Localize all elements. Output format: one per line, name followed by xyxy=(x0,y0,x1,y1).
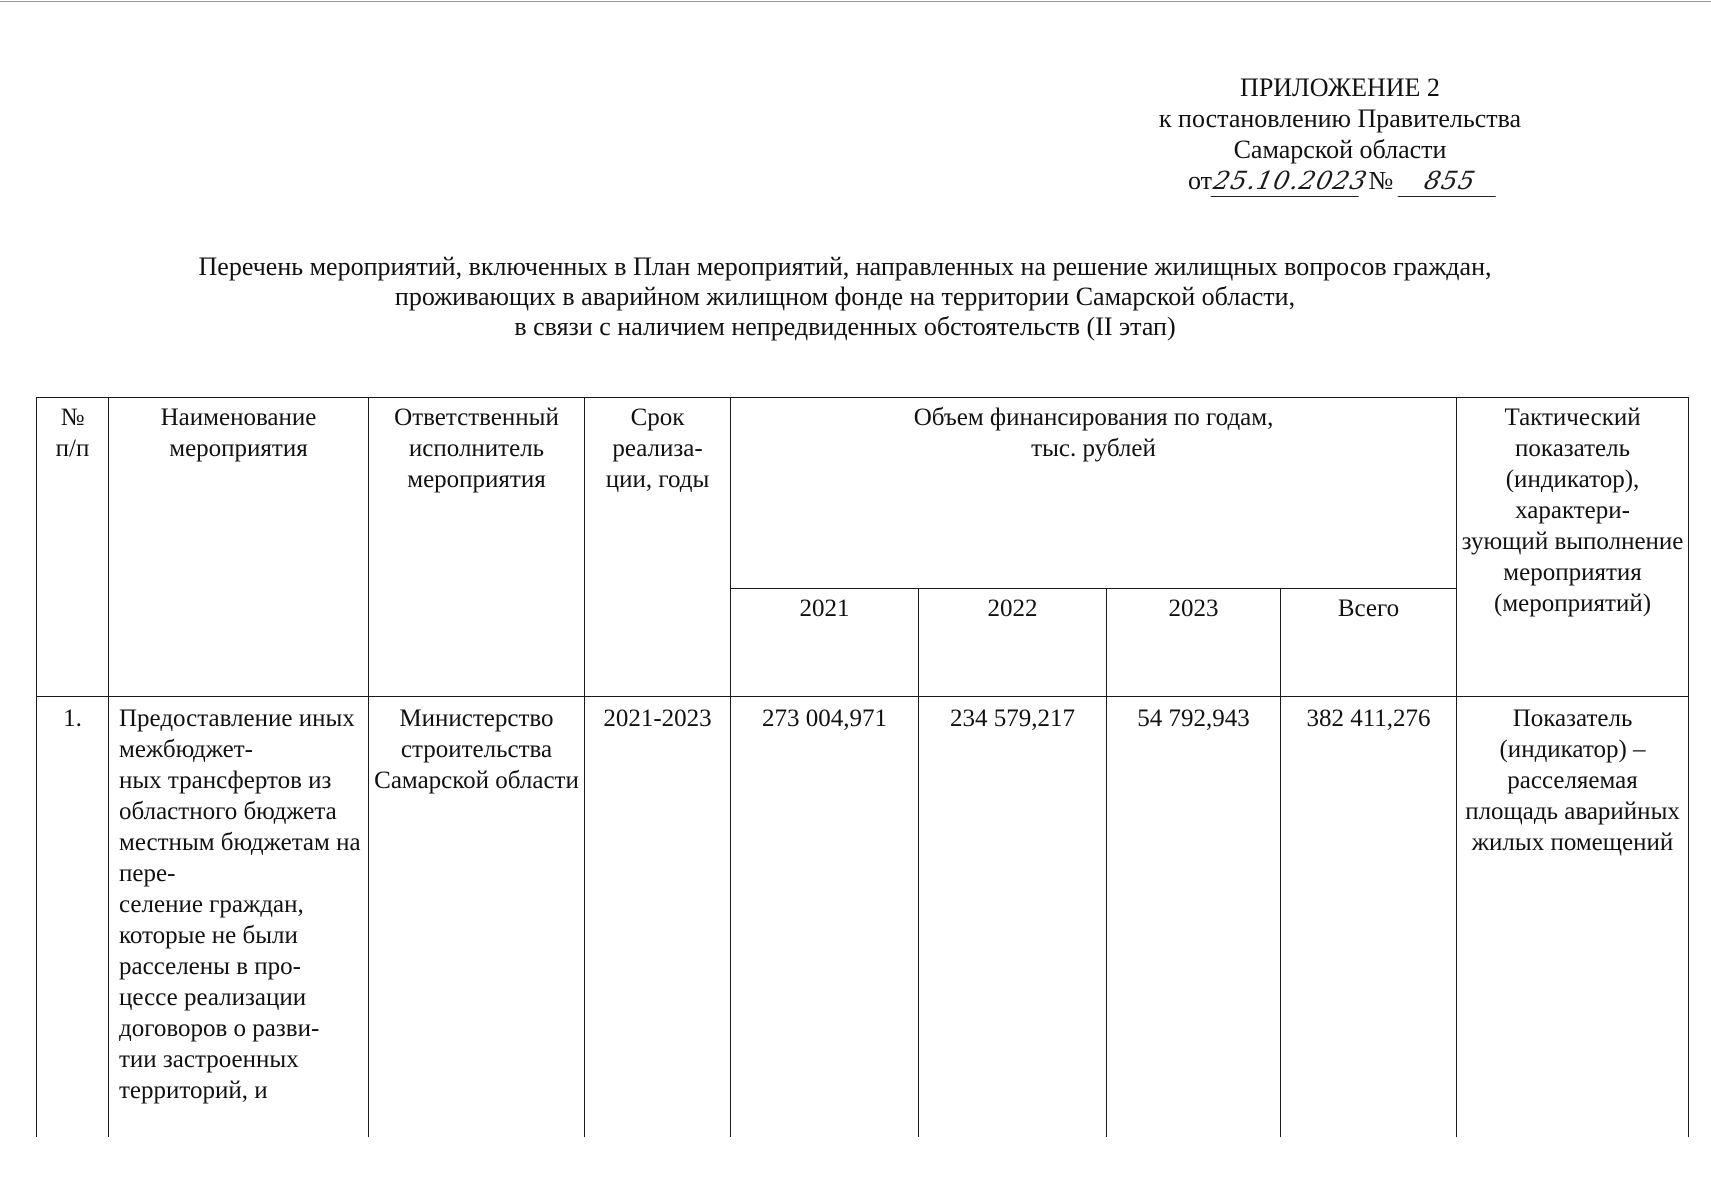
col-header-total: Всего xyxy=(1281,589,1457,697)
handwritten-number: 855 xyxy=(1398,165,1503,197)
appendix-region-line: Самарской области xyxy=(1233,135,1447,164)
col-header-2021: 2021 xyxy=(731,589,919,697)
title-line-1: Перечень мероприятий, включенных в План мероприятий, направленных на решение жилищных вопросов граждан, xyxy=(198,252,1492,281)
col-header-name: Наименование мероприятия xyxy=(109,398,369,697)
row-2021: 273 004,971 xyxy=(731,697,919,1137)
col-header-num: № п/п xyxy=(37,398,109,697)
col-header-funding: Объем финансирования по годам, тыс. рублей xyxy=(731,398,1457,589)
col-header-indicator: Тактический показатель (индикатор), характери- зующий выполнение мероприятия (мероприятий) xyxy=(1457,398,1689,697)
title-line-2: проживающих в аварийном жилищном фонде на территории Самарской области, xyxy=(394,282,1296,311)
table-row xyxy=(37,697,1689,1137)
appendix-title: ПРИЛОЖЕНИЕ 2 xyxy=(1240,73,1440,102)
date-prefix: от xyxy=(1188,166,1213,195)
row-term: 2021-2023 xyxy=(585,697,731,1137)
row-name: Предоставление иных межбюджет- ных трансфертов из областного бюджета местным бюджетам на пере- селение граждан, которые не были расселены в про- цессе реализации договоров о разви- тии застроенных территорий, и xyxy=(109,697,369,1137)
col-header-term: Срок реализа- ции, годы xyxy=(585,398,731,697)
number-sign: № xyxy=(1368,166,1394,195)
title-line-3: в связи с наличием непредвиденных обстоятельств (II этап) xyxy=(514,312,1176,341)
row-total: 382 411,276 xyxy=(1281,697,1457,1137)
measures-table xyxy=(36,397,1689,1137)
handwritten-date: 25.10.2023 xyxy=(1211,166,1371,195)
row-num: 1. xyxy=(37,697,109,1137)
col-header-2023: 2023 xyxy=(1107,589,1281,697)
appendix-resolution-line: к постановлению Правительства xyxy=(1158,104,1522,133)
appendix-date-number-line xyxy=(1130,165,1550,197)
row-executor: Министерство строительства Самарской области xyxy=(369,697,585,1137)
appendix-header xyxy=(1130,72,1550,197)
row-2023: 54 792,943 xyxy=(1107,697,1281,1137)
col-header-executor: Ответственный исполнитель мероприятия xyxy=(369,398,585,697)
row-2022: 234 579,217 xyxy=(919,697,1107,1137)
document-title xyxy=(160,252,1530,342)
col-header-2022: 2022 xyxy=(919,589,1107,697)
row-indicator: Показатель (индикатор) – расселяемая площадь аварийных жилых помещений xyxy=(1457,697,1689,1137)
table-header-row xyxy=(37,398,1689,589)
scan-edge-line xyxy=(0,1,1711,2)
